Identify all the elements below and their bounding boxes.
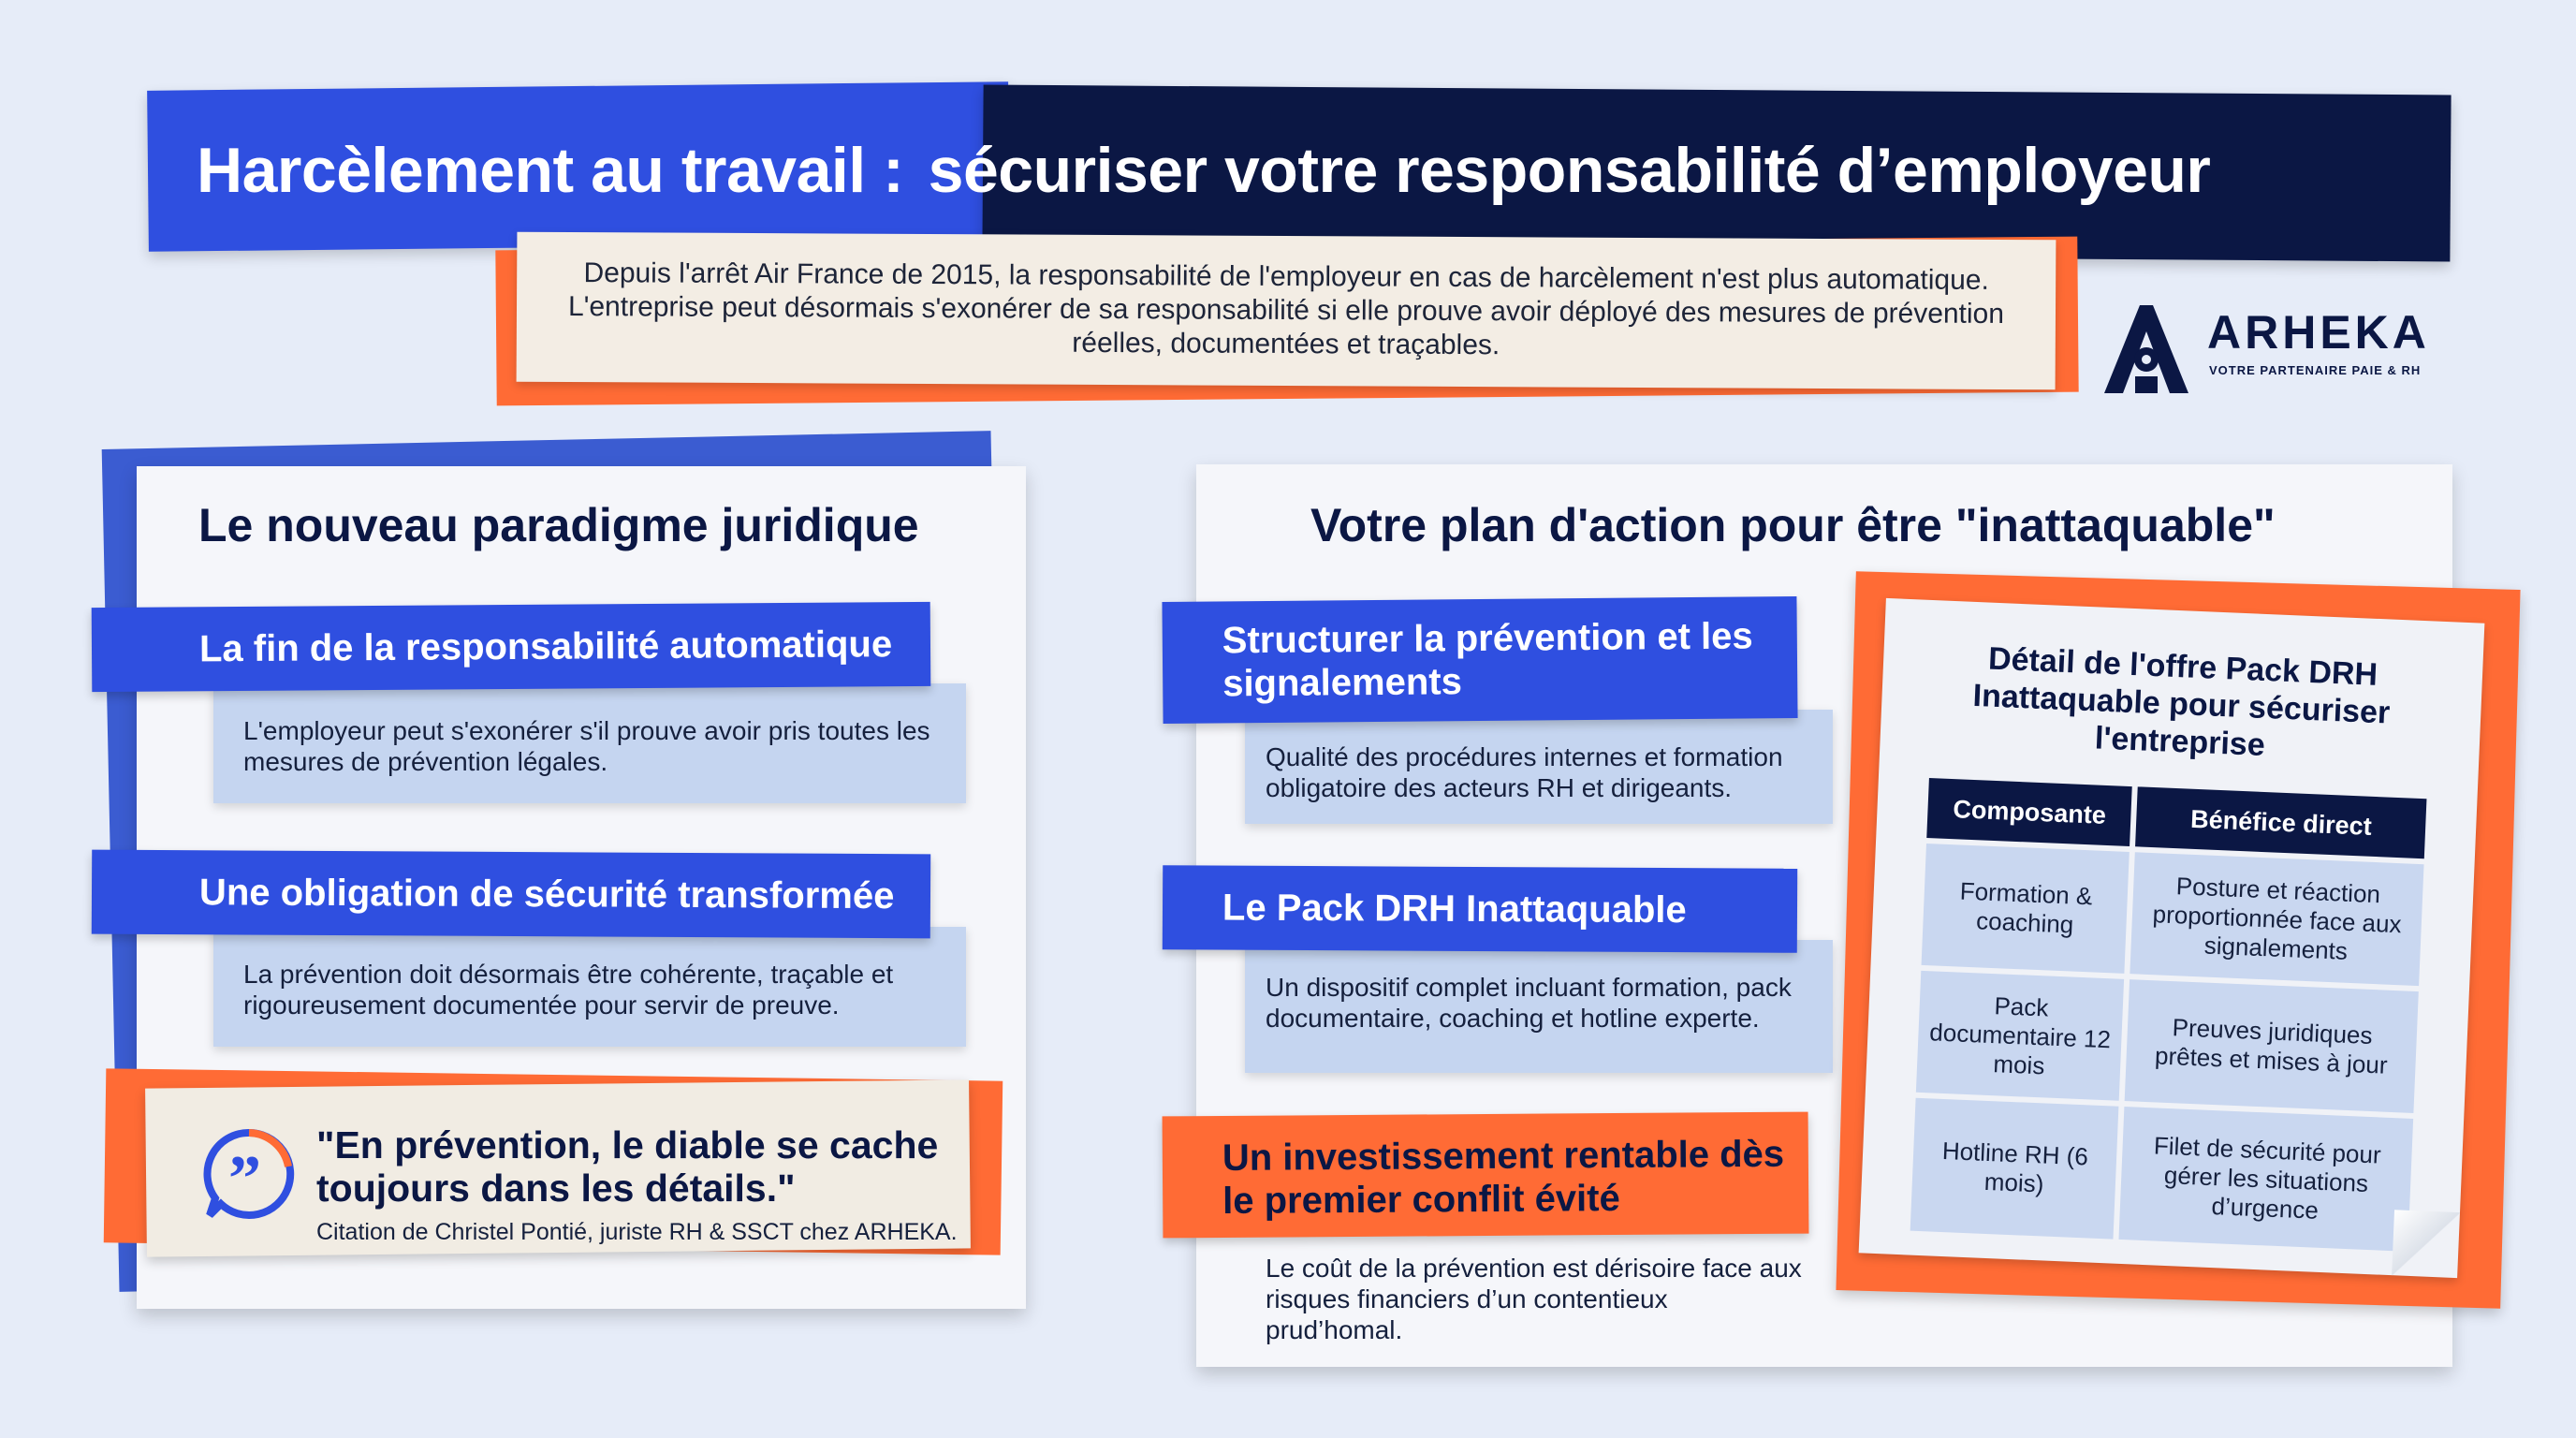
left-section-1-heading: La fin de la responsabilité automatique <box>92 602 931 692</box>
right-section-2-heading: Le Pack DRH Inattaquable <box>1163 865 1797 953</box>
logo-name: ARHEKA <box>2207 306 2430 359</box>
page-title-part2: sécuriser votre responsabilité d’employeur <box>928 135 2211 207</box>
left-panel-title: Le nouveau paradigme juridique <box>198 499 919 551</box>
page-title <box>197 129 2443 223</box>
offer-table-header: Composante <box>1926 778 2132 846</box>
right-section-1-text: Qualité des procédures internes et formation obligatoire des acteurs RH et dirigeants. <box>1245 710 1833 824</box>
svg-text:”: ” <box>228 1143 261 1215</box>
table-cell: Formation & coaching <box>1922 844 2130 974</box>
quote-citation: Citation de Christel Pontié, juriste RH & SSCT chez ARHEKA. <box>316 1219 958 1245</box>
table-row <box>1916 971 2419 1113</box>
offer-table <box>1904 772 2432 1257</box>
right-section-2-text: Un dispositif complet incluant formation, pack documentaire, coaching et hotline experte. <box>1245 940 1833 1073</box>
right-section-1-heading: Structurer la prévention et les signalements <box>1162 596 1797 724</box>
logo-tagline: VOTRE PARTENAIRE PAIE & RH <box>2209 363 2422 377</box>
intro-text: Depuis l'arrêt Air France de 2015, la responsabilité de l'employeur en cas de harcèlement n'est plus automatique. L'entreprise peut désormais s'exonérer de sa responsabilité si elle prouve avoir déployé des mesures de prévention réelles, documentées et traçables. <box>517 232 2056 390</box>
right-panel-title: Votre plan d'action pour être "inattaquable" <box>1310 499 2276 551</box>
page-curl <box>2392 1210 2460 1278</box>
right-section-3-heading: Un investissement rentable dès le premier conflit évité <box>1163 1112 1809 1239</box>
right-section-3-text: Le coût de la prévention est dérisoire face aux risques financiers d’un contentieux prud’homal. <box>1266 1254 1802 1344</box>
quote-text: "En prévention, le diable se cache toujours dans les détails." <box>316 1123 939 1210</box>
table-cell: Filet de sécurité pour gérer les situations d’urgence <box>2119 1107 2413 1252</box>
table-row <box>1922 844 2424 986</box>
quote-bubble-icon <box>200 1125 298 1223</box>
left-section-2-text: La prévention doit désormais être cohérente, traçable et rigoureusement documentée pour servir de preuve. <box>213 927 966 1047</box>
table-row <box>1910 1098 2413 1252</box>
left-section-2-heading: Une obligation de sécurité transformée <box>92 850 930 939</box>
table-cell: Hotline RH (6 mois) <box>1910 1098 2119 1240</box>
table-cell: Pack documentaire 12 mois <box>1916 971 2125 1101</box>
page-title-part1: Harcèlement au travail : <box>197 135 904 207</box>
left-section-1-text: L'employeur peut s'exonérer s'il prouve avoir pris toutes les mesures de prévention légales. <box>213 683 966 803</box>
offer-card <box>1859 598 2485 1278</box>
offer-title: Détail de l'offre Pack DRH Inattaquable pour sécuriser l'entreprise <box>1971 640 2392 763</box>
table-cell: Preuves juridiques prêtes et mises à jour <box>2125 979 2419 1113</box>
table-cell: Posture et réaction proportionnée face aux signalements <box>2130 852 2424 986</box>
arheka-a-logo-icon <box>2095 298 2198 401</box>
offer-table-header: Bénéfice direct <box>2135 786 2426 858</box>
